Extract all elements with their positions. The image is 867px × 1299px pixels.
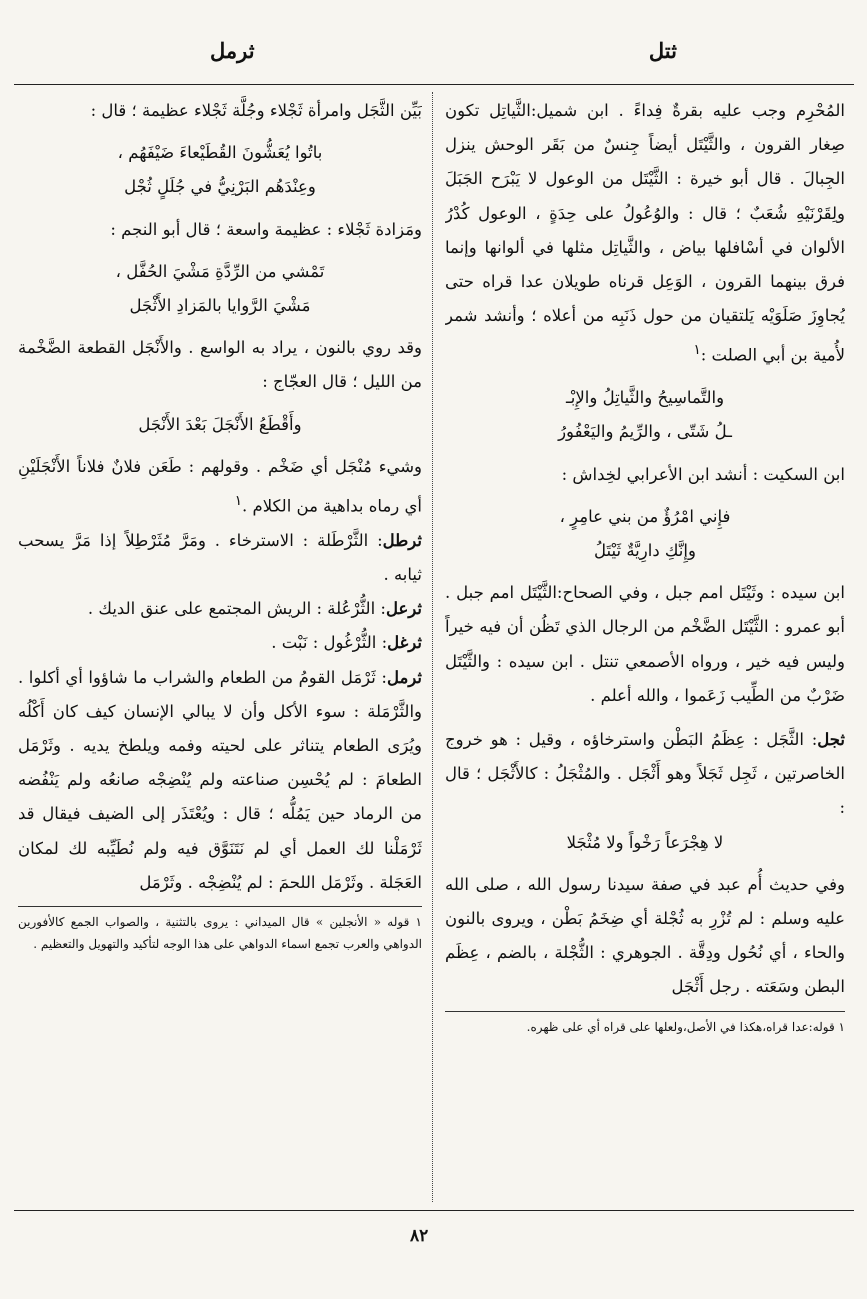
headword: ثرطل — [382, 530, 422, 550]
headword: ثرعل — [385, 599, 422, 619]
footnote-rule — [18, 906, 422, 907]
entry-paragraph: المُحْرِم وجب عليه بقرةٌ فِداءً . ابن شميل:الثَّياتِل تكون صِغار القرون ، والثَّيْتَل أيضاً جِنسٌ من بَقَر الوحش ينزل الجِبالَ . قال أبو خيرة : الثَّيْتَل من الوعول لا يَبْرَح الجَبَلَ ولِقَرْنَيْهِ شُعَبٌ ؛ قال : والوُعُولُ على حِدَةٍ ، الوعول كُدْرُ الألوان في أسْافلها بياض ، والثَّياتِل مثلها في ألوانها وإنما فرق بينهما القرون ، الوَعِل قرناه طويلان عدا قراه حتى يُجاوِزَ صَلَوَيْه يَلتقيان من حول ذَنَبِه من أعلاه ؛ وأنشد شمر لأُمية بن أبي الصلت :$^١$ — [445, 101, 845, 365]
verse-line: ـلُ شَتّى ، والرِّيمُ واليَعْفُورُ — [558, 422, 732, 442]
column-divider — [432, 92, 433, 1202]
verse-line: مَشْيَ الرَّوايا بالمَزادِ الأَثْجَل — [129, 296, 311, 316]
footnote-rule — [445, 1011, 845, 1012]
bottom-rule — [14, 1210, 854, 1211]
entry-paragraph: ثرطل: الثَّرْطَلة : الاسترخاء . ومَرَّ مُثَرْطِلاً إذا مَرَّ يسحب ثيابه . — [18, 530, 422, 584]
verse-line: تَمْشي من الرِّدَّةِ مَشْيَ الحُفَّل ، — [115, 261, 325, 281]
entry-paragraph: وفي حديث أُم عبد في صفة سيدنا رسول الله ، صلى الله عليه وسلم : لم تُزْرِ به ثُجْلة أي ضِخَمُ بَطْن ، ويروى بالنون والحاء ، أي نُحُول ودِقَّة . الجوهري : الثُّجْلة ، بالضم ، عِظَم البطن وسَعَته . رجل أَثْجَل — [445, 874, 845, 997]
verse-line: لا هِجْرَعاً رَخْواً ولا مُثْجَلا — [566, 832, 724, 852]
verse-line: وأَقْطَعُ الأَنْجَلَ بَعْدَ الأَنْجَل — [138, 414, 302, 434]
headword: ثرمل — [386, 667, 422, 687]
right-column — [445, 94, 845, 1208]
headword: ثجل — [817, 729, 845, 749]
verse-line: باتُوا يُعَشُّونَ القُطَيْعاءَ ضَيْفَهُم ، — [117, 143, 323, 163]
left-column — [18, 94, 422, 1208]
entry-paragraph: ثرعل: الثُّرْعُلة : الريش المجتمع على عنق الديك . — [87, 599, 422, 619]
entry-paragraph: ابن سيده : وثَيْتَل امم جبل ، وفي الصحاح:الثَّيْتَل امم جبل . أبو عمرو : الثَّيْتَل الضَّخْم من الرجال الذي تَظُن أن فيه خيراً وليس فيه خير ، ورواه الأصمعي تنتل . ابن سيده : والثَّيْتَل ضَرْبٌ من الطِّيب زَعَموا ، والله أعلم . — [445, 583, 845, 705]
verse-line: والتَّماسِيحُ والثَّياتِلُ والإِبْـ — [565, 388, 725, 408]
entry-paragraph: بَيِّن الثَّجَل وامرأة ثَجْلاء وجُلَّة ثَجْلاء عظيمة ؛ قال : — [90, 101, 422, 120]
verse-line: فإِني امْرُؤٌ من بني عامِرٍ ، — [559, 506, 731, 526]
entry-paragraph: ثرمل: ثَرْمَل القومُ من الطعام والشراب ما شاؤوا أي أكلوا . والثَّرْمَلة : سوء الأكل وأن لا يبالي الإنسان كيف كان أَكْلُه ويُرَى الطعام يتناثر على لحيته وفمه ويلطخ يديه . وثَرْمَل الطعامَ : لم يُحْسِن صناعته ولم يُنْضِجْه صانعُه ولم يَنْفُضه من الرماد حين يَمُلُّه ؛ قال : ويُعْتَذَر إلى الضيف فيقال قد ثَرْمَلْنا لك العمل أي لم نَتَنَوَّق فيه ولم نُطَيِّبه لك لمكان العَجَلة . وثَرْمَل اللحمَ : لم يُنْضِجْه . وثَرْمَل — [18, 667, 422, 892]
entry-paragraph: وشيء مُنْجَل أي ضَخْم . وقولهم : طَعَن فلانٌ فلاناً الأَنْجَلَيْنِ أي رماه بداهية من الكلام .$^١$ — [18, 456, 422, 516]
verse-line: وإِنَّكِ دارِيَّةٌ ثَيْتَلُ — [594, 540, 696, 560]
headword: ثرغل — [387, 633, 422, 653]
footnote-mark: ١ — [693, 342, 701, 359]
running-head-right: ثتل — [648, 38, 677, 63]
top-rule — [14, 84, 854, 85]
entry-paragraph: ثجل: الثَّجَل : عِظَمُ البَطْن واسترخاؤه ، وقيل : هو خروج الخاصرتين ، ثَجِل ثَجَلاً وهو أَثْجَل . والمُثْجَلُ : كالأَثْجَل ؛ قال : — [445, 729, 845, 818]
entry-paragraph: ثرغل: الثُّرْغُول : نَبْت . — [271, 633, 422, 653]
running-head-left: ثرمل — [210, 38, 255, 63]
verse-line: وعِنْدَهُم البَرْنِيُّ في جُلَلٍ ثُجْل — [124, 177, 316, 197]
entry-paragraph: وقد روي بالنون ، يراد به الواسع . والأَنْجَل القطعة الضَّخْمة من الليل ؛ قال العجّاج : — [18, 338, 422, 392]
page-number: ٨٢ — [410, 1226, 429, 1246]
footnote: ١ قوله « الأنجلين » قال الميداني : يروى بالتثنية ، والصواب الجمع كالأفورين الدواهي والعرب تجمع اسماء الدواهي على هذا الوجه لتأكيد والتهويل والتعظيم . — [18, 914, 422, 951]
footnote: ١ قوله:عدا قراه،هكذا في الأصل،ولعلها على قراه أي على ظهره. — [526, 1019, 845, 1034]
entry-paragraph: ومَزادة ثَجْلاء : عظيمة واسعة ؛ قال أبو النجم : — [110, 219, 422, 239]
entry-paragraph: ابن السكيت : أنشد ابن الأعرابي لخِداش : — [561, 464, 845, 484]
footnote-mark: ١ — [234, 493, 242, 510]
